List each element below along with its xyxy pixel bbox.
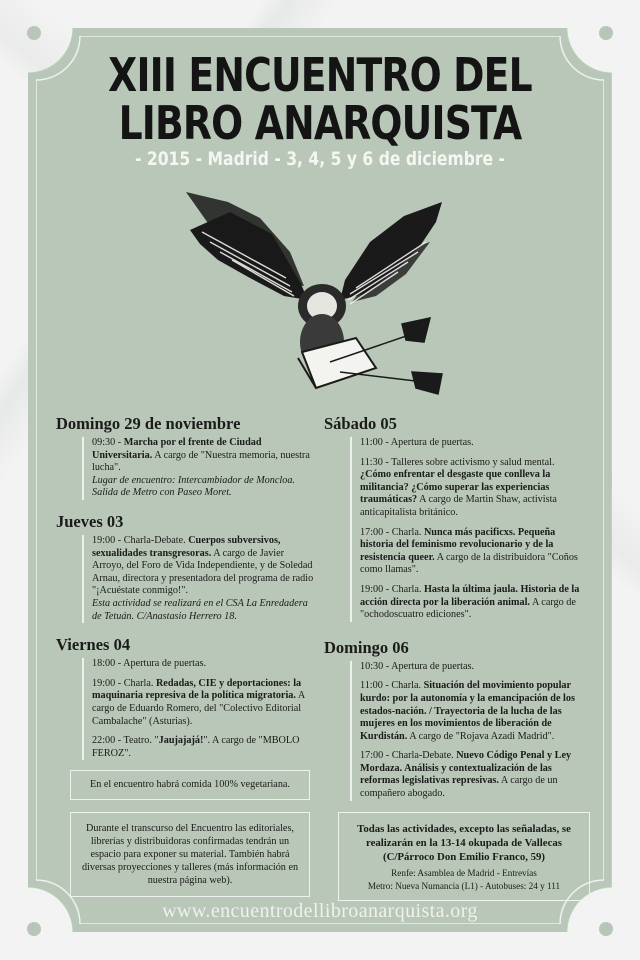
event-time: 19:00 - Charla. (92, 677, 156, 689)
venue-address: Todas las actividades, excepto las señaladas, se realizarán en la 13-14 okupada de Vallecas (C/Párroco Don Emilio Franco, 59) (357, 823, 571, 863)
event-title: Nuevo Código Penal y Ley Mordaza. Análisis y contextualización de las reformas legislativas represivas. (360, 750, 572, 787)
event-item (92, 535, 316, 623)
event-title: Redadas, CIE y deportaciones: la maquinaria represiva de la política migratoria. (92, 677, 302, 702)
event-item (92, 658, 316, 671)
event-item (360, 437, 586, 450)
event-title: ¿Cómo enfrentar el desgaste que conlleva la militancia? ¿Cómo superar las experiencias traumáticas? (360, 469, 551, 506)
event-title: Jaujajajá! (158, 735, 204, 747)
event-time: 11:00 - Charla. (360, 680, 424, 692)
event-desc: A cargo de Javier Arroyo, del Foro de Vida Independiente, y de Soledad Arnau, directora y presentadora del programa de radio "¡Acuéstate conmigo!". (92, 547, 314, 597)
venue-info-box (338, 812, 590, 901)
event-list (82, 535, 316, 623)
event-item (360, 584, 586, 622)
event-list (350, 661, 586, 801)
event-list (82, 658, 316, 760)
event-time: 22:00 - Teatro. " (92, 735, 159, 747)
event-list (350, 437, 586, 622)
event-time: 10:30 - Apertura de puertas. (360, 660, 475, 672)
event-title: Cuerpos subversivos, sexualidades transgresoras. (92, 534, 281, 559)
event-time: 19:00 - Charla-Debate. (92, 534, 189, 546)
event-item (360, 661, 586, 674)
exhibitors-note-text: Durante el transcurso del Encuentro las editoriales, librerías y distribuidoras confirmadas tendrán un espacio para exponer su material. También habrá diversas proyecciones y talleres (más información en nuestra página web). (81, 823, 299, 886)
event-time: 17:00 - Charla. (360, 526, 424, 538)
day-heading-jueves03: Jueves 03 (56, 511, 124, 531)
event-item (92, 678, 316, 728)
schedule-left-column (56, 414, 316, 772)
exhibitors-note (70, 812, 310, 897)
event-item (360, 457, 586, 520)
event-desc: A cargo de Martin Shaw, activista anticapitalista británico. (360, 494, 557, 518)
event-list (82, 437, 316, 500)
event-time: 11:00 - Apertura de puertas. (360, 437, 474, 448)
event-desc: A cargo de la distribuidora "Coños como llamas". (360, 551, 578, 576)
poster-subtitle: - 2015 - Madrid - 3, 4, 5 y 6 de diciembre - (134, 148, 505, 170)
day-heading-domingo06: Domingo 06 (324, 637, 409, 657)
event-title: Nunca más pacificxs. Pequeña historia del feminismo revolucionario y de la resistencia queer. (360, 526, 556, 563)
event-desc: A cargo de un compañero abogado. (360, 775, 558, 800)
day-heading-sabado05: Sábado 05 (324, 414, 397, 433)
vegetarian-food-note: En el encuentro habrá comida 100% vegetariana. (70, 770, 310, 800)
event-location-note: Esta actividad se realizará en el CSA La Enredadera de Tetuán. C/Anastasio Herrero 18. (92, 597, 308, 622)
event-item (92, 437, 316, 500)
event-time: 17:00 - Charla-Debate. (360, 750, 457, 762)
event-item (360, 750, 586, 800)
event-desc: ". A cargo de "MBOLO FEROZ". (92, 735, 300, 759)
event-desc: A cargo de "ochodoscuatro ediciones". (360, 596, 576, 621)
event-time: 18:00 - Apertura de puertas. (92, 658, 207, 670)
event-item (92, 735, 316, 760)
event-time: 11:30 - Talleres sobre activismo y salud mental. (360, 456, 555, 468)
event-title: Situación del movimiento popular kurdo: por la autonomía y la emancipación de los estados-nación. / Trayectoria de la lucha de las mujeres en los movimientos de liberación de Kurdistán. (360, 680, 575, 742)
event-item (360, 680, 586, 743)
owl-illustration-icon (180, 182, 450, 397)
event-location-note: Lugar de encuentro: Intercambiador de Moncloa. Salida de Metro con Paseo Moret. (92, 474, 295, 499)
event-desc: A cargo de Eduardo Romero, del "Colectivo Editorial Cambalache" (Asturias). (92, 690, 305, 727)
event-time: 09:30 - (92, 437, 124, 448)
website-link[interactable]: www.encuentrodellibroanarquista.org (162, 900, 478, 922)
event-desc: A cargo de "Nuestra memoria, nuestra lucha". (92, 449, 310, 474)
event-title: Marcha por el frente de Ciudad Universitaria. (92, 437, 262, 461)
venue-metro-bus: Metro: Nueva Numancia (L1) - Autobuses: 24 y 111 (367, 880, 561, 891)
event-desc: A cargo de "Rojava Azadi Madrid". (407, 730, 555, 742)
schedule-right-column (324, 414, 586, 813)
day-heading-viernes04: Viernes 04 (56, 635, 131, 655)
event-item (360, 527, 586, 577)
venue-renfe: Renfe: Asamblea de Madrid - Entrevías (391, 868, 537, 878)
event-title: Hasta la última jaula. Historia de la acción directa por la liberación animal. (360, 583, 580, 608)
event-time: 19:00 - Charla. (360, 583, 424, 595)
poster-title-line2: LIBRO ANARQUISTA (118, 96, 522, 150)
day-heading-domingo29: Domingo 29 de noviembre (56, 414, 241, 433)
poster-title-line1: XIII ENCUENTRO DEL (108, 48, 532, 102)
